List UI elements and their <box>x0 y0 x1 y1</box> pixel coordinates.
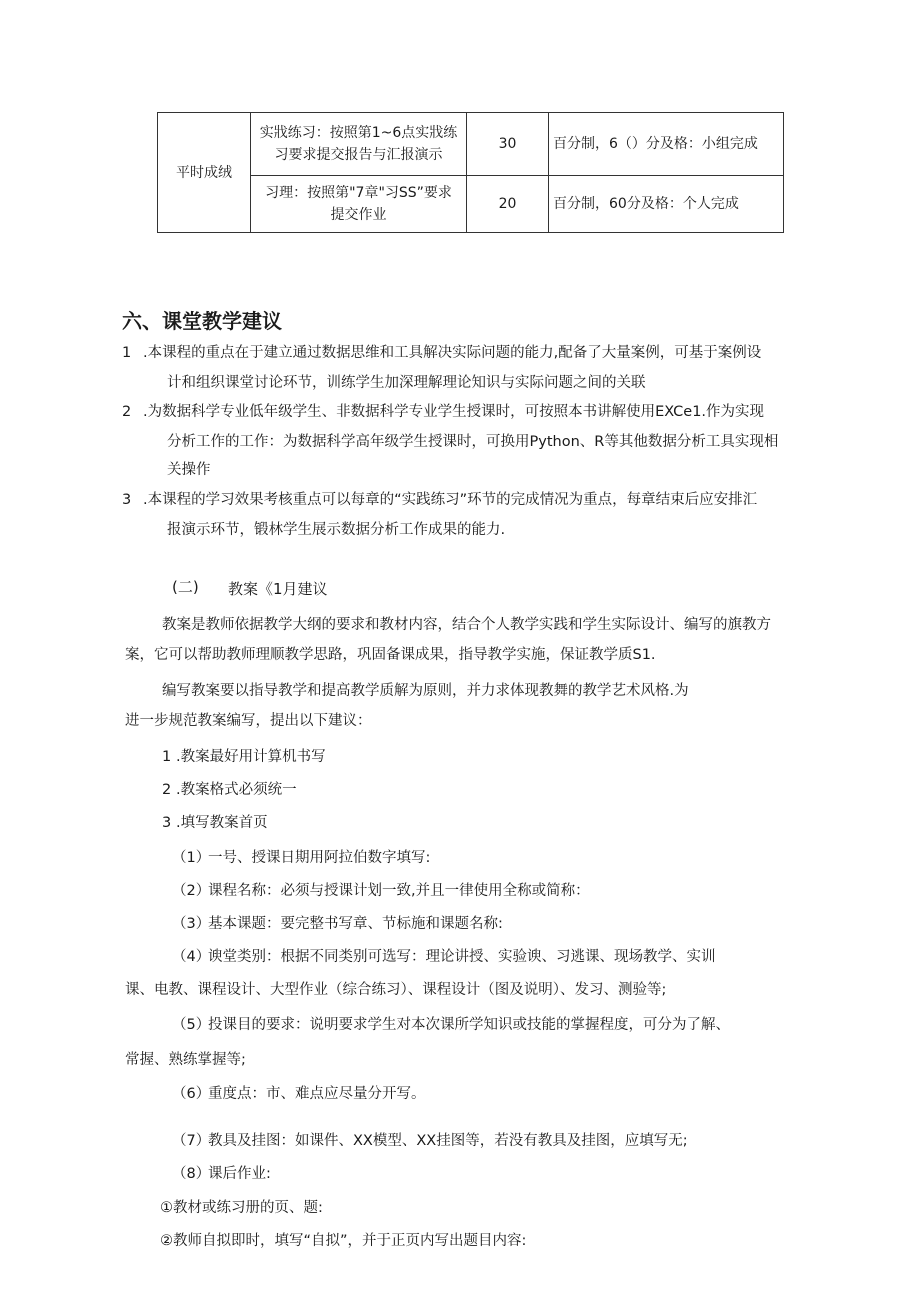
score-cell: 30 <box>467 113 549 176</box>
table-row <box>158 176 784 233</box>
list-item: .填写教案首页 <box>176 815 268 831</box>
list-item: .教案最好用计算机书写 <box>176 749 326 765</box>
subsection-bracket: (二) <box>172 578 199 596</box>
list-item-line: .本课程的学习效果考核重点可以每章的“实践练习”环节的完成情况为重点，每章结束后应安排汇 <box>143 492 758 508</box>
desc-line: 习理：按照第"7章"习SS”要求 <box>265 185 452 201</box>
note-cell: 百分制，6（）分及格：小组完成 <box>549 113 784 176</box>
desc-line: 实戕练习：按照第1~6点实戕练 <box>259 125 458 141</box>
category-cell: 平时成绒 <box>158 113 251 233</box>
subitem-text: 教具及挂图：如课件、XX模型、XX挂图等，若没有教具及挂图，应填写无; <box>208 1133 688 1149</box>
list-item-line: 关操作 <box>167 462 211 478</box>
subitem-text: 课后作业: <box>208 1166 271 1182</box>
subitem-label: （6） <box>172 1086 211 1102</box>
list-number: 1 <box>162 749 172 765</box>
list-number: 3 <box>162 815 172 831</box>
subitem-label: （4） <box>172 949 211 965</box>
desc-line: 提交作业 <box>330 207 387 223</box>
list-item-line: .为数据科学专业低年级学生、非数据科学专业学生授课时，可按照本书讲解使用EXCe1.作为实现 <box>143 404 765 420</box>
score-cell: 20 <box>467 176 549 233</box>
subitem-text: 基本课题：要完整书写章、节标施和课题名称: <box>208 916 503 932</box>
list-number: 2 <box>162 782 172 798</box>
subitem-text: 课、电教、课程设计、大型作业（综合练习）、课程设计（图及说明）、发习、测验等; <box>125 982 667 998</box>
subitem-label: （1） <box>172 850 211 866</box>
note-cell: 百分制，60分及格：个人完成 <box>549 176 784 233</box>
paragraph-line: 编写教案要以指导教学和提高教学质解为原则，并力求体现教舞的教学艺术风格.为 <box>162 683 689 699</box>
list-number: 2 <box>122 404 132 420</box>
homework-item: ②教师自拟即时，填写“自拟”，并于正页内写出题目内容: <box>160 1233 527 1249</box>
subitem-text: 谀堂类别：根据不同类别可选写：理论讲授、实验谀、习逃课、现场教学、实训 <box>208 949 716 965</box>
list-number: 1 <box>122 345 132 361</box>
subitem-label: （2） <box>172 883 211 899</box>
subitem-text: 投课目的要求：说明要求学生对本次课所学知识或技能的掌握程度，可分为了解、 <box>208 1017 730 1033</box>
desc-cell <box>251 176 467 233</box>
subitem-label: （7） <box>172 1133 211 1149</box>
paragraph-line: 教案是教师依据教学大纲的要求和教材内容，结合个人教学实践和学生实际设计、编写的旗教方 <box>162 617 771 633</box>
grading-table <box>157 112 784 233</box>
subitem-label: （8） <box>172 1166 211 1182</box>
list-item-line: 计和组织课堂讨论环节，训练学生加深理解理论知识与实际问题之间的关联 <box>167 375 646 391</box>
table-row <box>158 113 784 176</box>
subsection-title: 教案《1月建议 <box>228 580 328 598</box>
subitem-text: 重度点：市、难点应尽量分开写。 <box>208 1086 426 1102</box>
list-number: 3 <box>122 492 132 508</box>
subitem-text: 常握、熟练掌握等; <box>125 1052 246 1068</box>
paragraph-line: 进一步规范教案编写，提出以下建议： <box>125 713 372 729</box>
list-item-line: .本课程的重点在于建立通过数据思维和工具解决实际问题的能力,配备了大量案例，可基于案例设 <box>143 345 762 361</box>
desc-cell <box>251 113 467 176</box>
desc-line: 习要求提交报告与汇报演示 <box>274 147 443 163</box>
subitem-label: （3） <box>172 916 211 932</box>
subitem-text: 一号、授课日期用阿拉伯数字填写: <box>208 850 431 866</box>
subitem-label: （5） <box>172 1017 211 1033</box>
list-item-line: 分析工作的工作：为数据科学高年级学生授课时，可换用Python、R等其他数据分析工具实现相 <box>167 434 779 450</box>
paragraph-line: 案，它可以帮助教师理顺教学思路，巩固备课成果，指导教学实施，保证教学质S1. <box>125 647 656 663</box>
list-item-line: 报演示环节，锻林学生展示数据分析工作成果的能力. <box>167 522 506 538</box>
subitem-text: 课程名称：必须与授课计划一致,并且一律使用全称或简称： <box>208 883 590 899</box>
homework-item: ①教材或练习册的页、题: <box>160 1200 323 1216</box>
section-title: 六、课堂教学建议 <box>122 309 282 333</box>
list-item: .教案格式必须统一 <box>176 782 297 798</box>
